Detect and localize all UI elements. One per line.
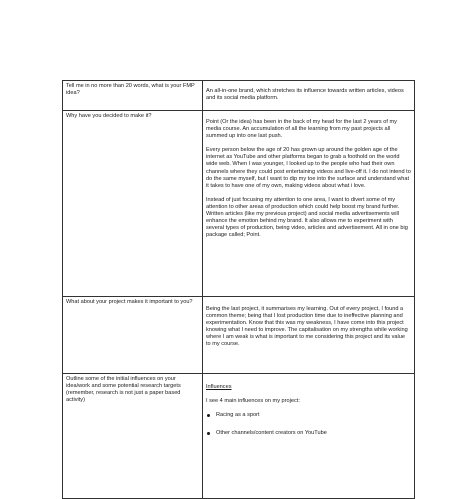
- influences-list: [206, 412, 411, 437]
- answer-cell: [203, 374, 415, 499]
- table-row-fmp-idea: [63, 81, 415, 111]
- answer-paragraph: Every person below the age of 20 has grown up around the golden age of the internet as YouTube and other platforms began to grab a foothold on the world wide web. When I was younger, I looked up to the people who had their own channels where they could post entertaining videos and live-off it. I do not intend to do the same myself, but I want to dip my toe into the surface and understand what it takes to have one of my own, making videos about what i love.: [206, 147, 411, 189]
- list-item: [206, 430, 411, 437]
- question-text: Tell me in no more than 20 words, what is your FMP idea?: [66, 82, 195, 96]
- answer-paragraph: Point (Or the idea) has been in the back of my head for the last 2 years of my media course. An accumulation of all the learning from my past projects all summed up into one last push.: [206, 119, 397, 140]
- answer-cell: [203, 297, 415, 374]
- question-cell: [63, 81, 203, 111]
- influences-heading: Influences: [206, 384, 232, 390]
- table-row-importance: [63, 297, 415, 374]
- bullet-icon: [207, 432, 210, 435]
- table-row-why-make-it: [63, 111, 415, 297]
- question-cell: [63, 297, 203, 374]
- question-text: What about your project makes it important to you?: [66, 298, 193, 305]
- answer-paragraph: Instead of just focusing my attention to one area, I want to divert some of my attention to other areas of production which could help boost my brand further. Written articles (like my previous project) and social media advertisements will enhance the emotion behind my brand. It also allows me to experiment with several types of production, being video, articles and advertisement. All in one big package called; Point.: [206, 196, 408, 239]
- list-item-text: Racing as a sport: [216, 412, 260, 419]
- question-cell: [63, 374, 203, 499]
- list-item: [206, 412, 411, 419]
- fmp-proposal-table: [62, 80, 415, 499]
- answer-text: An all-in-one brand, which stretches its influence towards written articles, videos and its social media platform.: [206, 88, 404, 102]
- answer-cell: [203, 81, 415, 111]
- list-item-text: Other channels/content creators on YouTube: [216, 430, 327, 437]
- question-text: Outline some of the initial influences on your idea/work and some potential research targets (remember, research is not just a paper based activity): [66, 375, 181, 403]
- answer-text: Being the last project, it summarises my learning. Out of every project, I found a common theme; being that I lost production time due to ineffective planning and experimentation. Know that this was my weakness, I have come into this project knowing what I need to improve. The capitalisation on my strengths while working where I am weak is what is important to me considering this project and its value to my course.: [206, 306, 408, 348]
- bullet-icon: [207, 414, 210, 417]
- influences-intro: I see 4 main influences on my project:: [206, 398, 300, 405]
- answer-cell: [203, 111, 415, 297]
- question-cell: [63, 111, 203, 297]
- question-text: Why have you decided to make it?: [66, 112, 152, 119]
- table-row-influences: [63, 374, 415, 499]
